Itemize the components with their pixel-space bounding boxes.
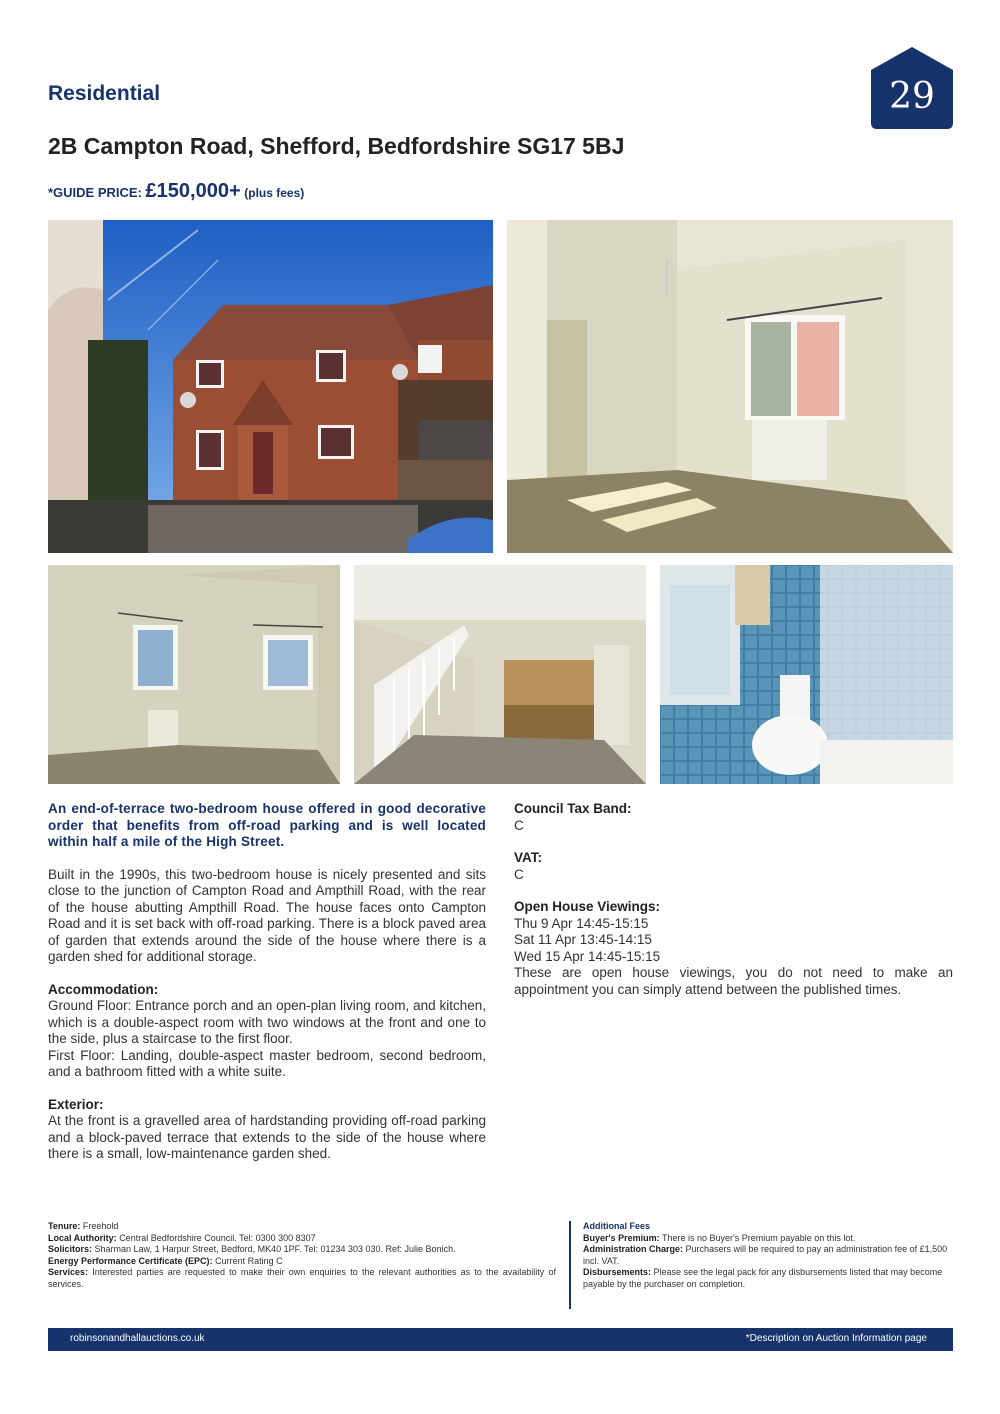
- viewings-heading: Open House Viewings:: [514, 899, 661, 914]
- lot-number: 29: [889, 76, 935, 117]
- viewing-slot: Sat 11 Apr 13:45-14:15: [514, 932, 652, 947]
- exterior-photo: [48, 220, 493, 553]
- viewings-note: These are open house viewings, you do not need to make an appointment you can simply attend between the published times.: [514, 965, 953, 997]
- viewings-section: [514, 899, 953, 998]
- fees-title: Additional Fees: [583, 1221, 651, 1231]
- footer-divider: [569, 1221, 571, 1309]
- accommodation-section: [48, 982, 486, 1081]
- exterior-section: [48, 1097, 486, 1163]
- accommodation-heading: Accommodation:: [48, 981, 159, 997]
- guide-price-value: £150,000+: [145, 180, 241, 202]
- footer-bar: [48, 1328, 953, 1351]
- website-link[interactable]: robinsonandhallauctions.co.uk: [70, 1333, 205, 1344]
- ground-floor-text: Ground Floor: Entrance porch and an open-plan living room, and kitchen, which is a double-aspect room with two windows at the front and one to the side, plus a staircase to the first floor.: [48, 998, 486, 1046]
- exterior-text: At the front is a gravelled area of hardstanding providing off-road parking and a block-paved terrace that extends to the side of the house where there is a small, low-maintenance garden shed.: [48, 1113, 486, 1161]
- property-address: 2B Campton Road, Shefford, Bedfordshire SG17 5BJ: [48, 133, 625, 159]
- solicitors-line: Solicitors: Sharman Law, 1 Harpur Street, Bedford, MK40 1PF. Tel: 01234 303 030. Ref: Julie Bonich.: [48, 1244, 456, 1254]
- lot-number-badge: [871, 47, 953, 129]
- second-bedroom-photo: [48, 565, 340, 784]
- disbursements-line: Disbursements: Please see the legal pack for any disbursements listed that may become payable by the purchaser on completion.: [583, 1267, 943, 1289]
- section-title: Residential: [48, 82, 161, 105]
- guide-price-label: *GUIDE PRICE:: [48, 185, 142, 200]
- intro-paragraph: Built in the 1990s, this two-bedroom house is nicely presented and sits close to the junction of Campton Road and Ampthill Road, with the rear of the house abutting Ampthill Road. The house faces onto Campton Road and it is set back with off-road parking. There is a block paved area of garden that extends around the side of the house where there is a garden shed for additional storage.: [48, 866, 486, 964]
- council-tax-section: [514, 801, 953, 834]
- council-tax-heading: Council Tax Band:: [514, 801, 632, 816]
- viewing-slot: Wed 15 Apr 14:45-15:15: [514, 948, 661, 964]
- epc-line: Energy Performance Certificate (EPC): Current Rating C: [48, 1255, 283, 1266]
- legal-info: [48, 1221, 556, 1290]
- guide-price: [48, 180, 304, 203]
- viewing-slot: Thu 9 Apr 14:45-15:15: [514, 915, 649, 931]
- vat-value: C: [514, 866, 524, 882]
- details-column: [514, 801, 953, 1014]
- authority-line: Local Authority: Central Bedfordshire Council. Tel: 0300 300 8307: [48, 1232, 316, 1243]
- additional-fees: [583, 1221, 955, 1290]
- lead-paragraph: An end-of-terrace two-bedroom house offered in good decorative order that benefits from off-road parking and is well located within half a mile of the High Street.: [48, 801, 486, 849]
- vat-section: [514, 850, 953, 883]
- premium-line: Buyer's Premium: There is no Buyer's Premium payable on this lot.: [583, 1232, 856, 1243]
- exterior-heading: Exterior:: [48, 1096, 104, 1112]
- admin-line: Administration Charge: Purchasers will be required to pay an administration fee of £1,500 incl. VAT.: [583, 1244, 948, 1266]
- bathroom-photo: [660, 565, 953, 784]
- description-note: *Description on Auction Information page: [745, 1333, 927, 1344]
- living-room-photo: [354, 565, 646, 784]
- vat-heading: VAT:: [514, 850, 542, 865]
- description-column: [48, 801, 486, 1179]
- guide-price-suffix: (plus fees): [244, 186, 305, 200]
- council-tax-value: C: [514, 817, 524, 833]
- bedroom-photo: [507, 220, 953, 553]
- services-line: Services: Interested parties are requested to make their own enquiries to the relevant authorities as to the availability of services.: [48, 1267, 556, 1289]
- first-floor-text: First Floor: Landing, double-aspect master bedroom, second bedroom, and a bathroom fitted with a white suite.: [48, 1047, 486, 1079]
- tenure-line: Tenure: Freehold: [48, 1221, 119, 1231]
